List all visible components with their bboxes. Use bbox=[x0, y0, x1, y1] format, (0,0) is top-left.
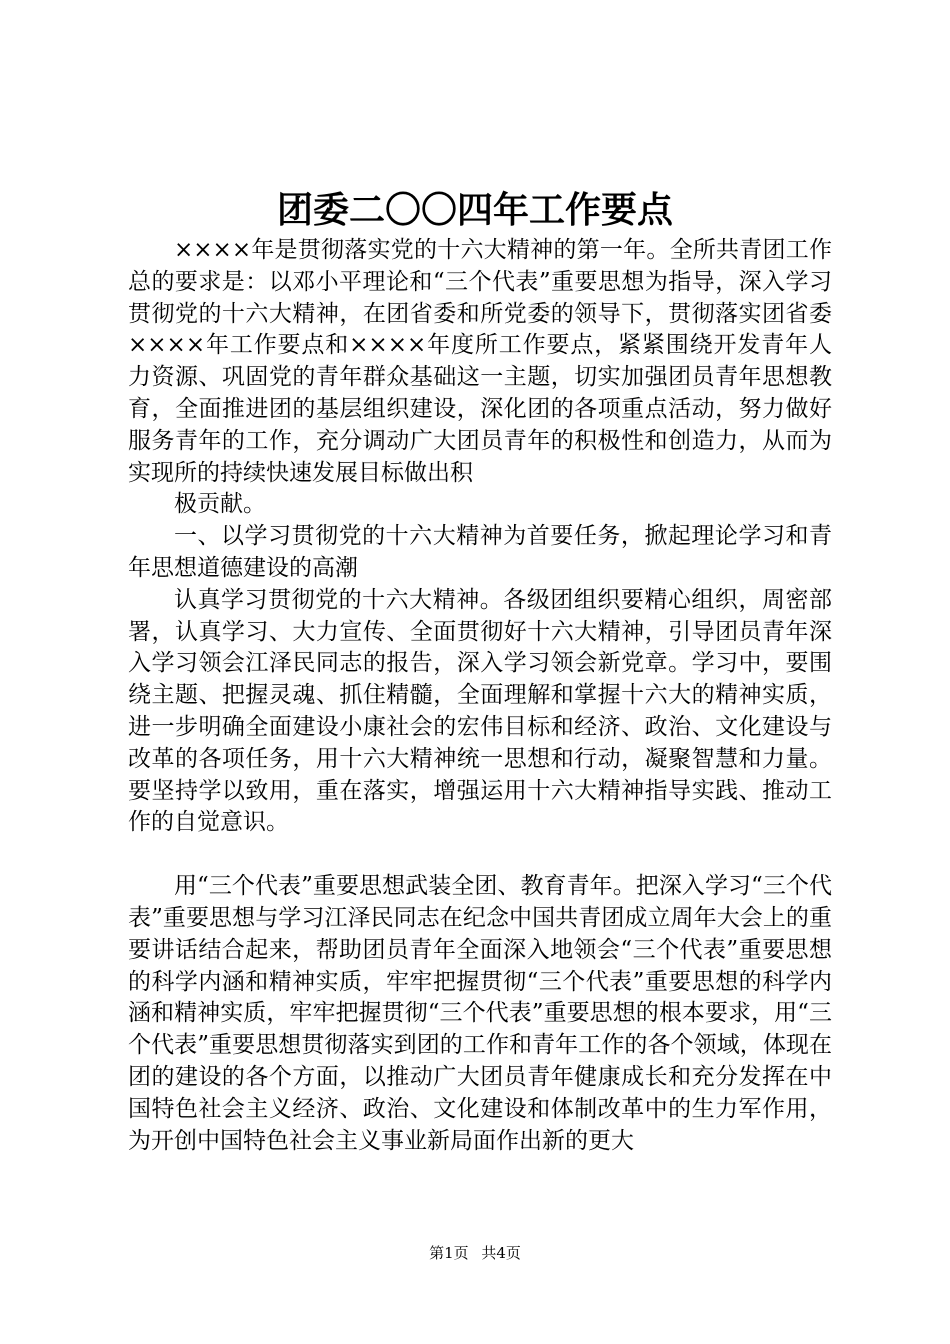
document-body bbox=[128, 235, 832, 1157]
page-number: 第1页 bbox=[429, 1244, 469, 1262]
paragraph-intro: ××××年是贯彻落实党的十六大精神的第一年。全所共青团工作总的要求是：以邓小平理论和“三个代表”重要思想为指导，深入学习贯彻党的十六大精神，在团省委和所党委的领导下，贯彻落实团省委××××年工作要点和××××年度所工作要点，紧紧围绕开发青年人力资源、巩固党的青年群众基础这一主题，切实加强团员青年思想教育，全面推进团的基层组织建设，深化团的各项重点活动，努力做好服务青年的工作，充分调动广大团员青年的积极性和创造力，从而为实现所的持续快速发展目标做出积 bbox=[128, 237, 832, 486]
paragraph-intro-continued: 极贡献。 bbox=[174, 491, 266, 518]
paragraph-study-sixteenth-congress: 认真学习贯彻党的十六大精神。各级团组织要精心组织，周密部署，认真学习、大力宣传、全面贯彻好十六大精神，引导团员青年深入学习领会江泽民同志的报告，深入学习领会新党章。学习中，要围绕主题、把握灵魂、抓住精髓，全面理解和掌握十六大的精神实质，进一步明确全面建设小康社会的宏伟目标和经济、政治、文化建设与改革的各项任务，用十六大精神统一思想和行动，凝聚智慧和力量。要坚持学以致用，重在落实，增强运用十六大精神指导实践、推动工作的自觉意识。 bbox=[128, 586, 832, 836]
document-title: 团委二〇〇四年工作要点 bbox=[276, 189, 673, 231]
page-footer bbox=[0, 1243, 950, 1263]
section-heading-one: 一、以学习贯彻党的十六大精神为首要任务，掀起理论学习和青年思想道德建设的高潮 bbox=[128, 523, 832, 581]
page-total: 共4页 bbox=[481, 1244, 521, 1262]
paragraph-three-represents: 用“三个代表”重要思想武装全团、教育青年。把深入学习“三个代表”重要思想与学习江泽民同志在纪念中国共青团成立周年大会上的重要讲话结合起来，帮助团员青年全面深入地领会“三个代表”重要思想的科学内涵和精神实质，牢牢把握贯彻“三个代表”重要思想的科学内涵和精神实质，牢牢把握贯彻“三个代表”重要思想的根本要求，用“三个代表”重要思想贯彻落实到团的工作和青年工作的各个领域，体现在团的建设的各个方面，以推动广大团员青年健康成长和充分发挥在中国特色社会主义经济、政治、文化建设和体制改革中的生力军作用，为开创中国特色社会主义事业新局面作出新的更大 bbox=[128, 873, 832, 1154]
